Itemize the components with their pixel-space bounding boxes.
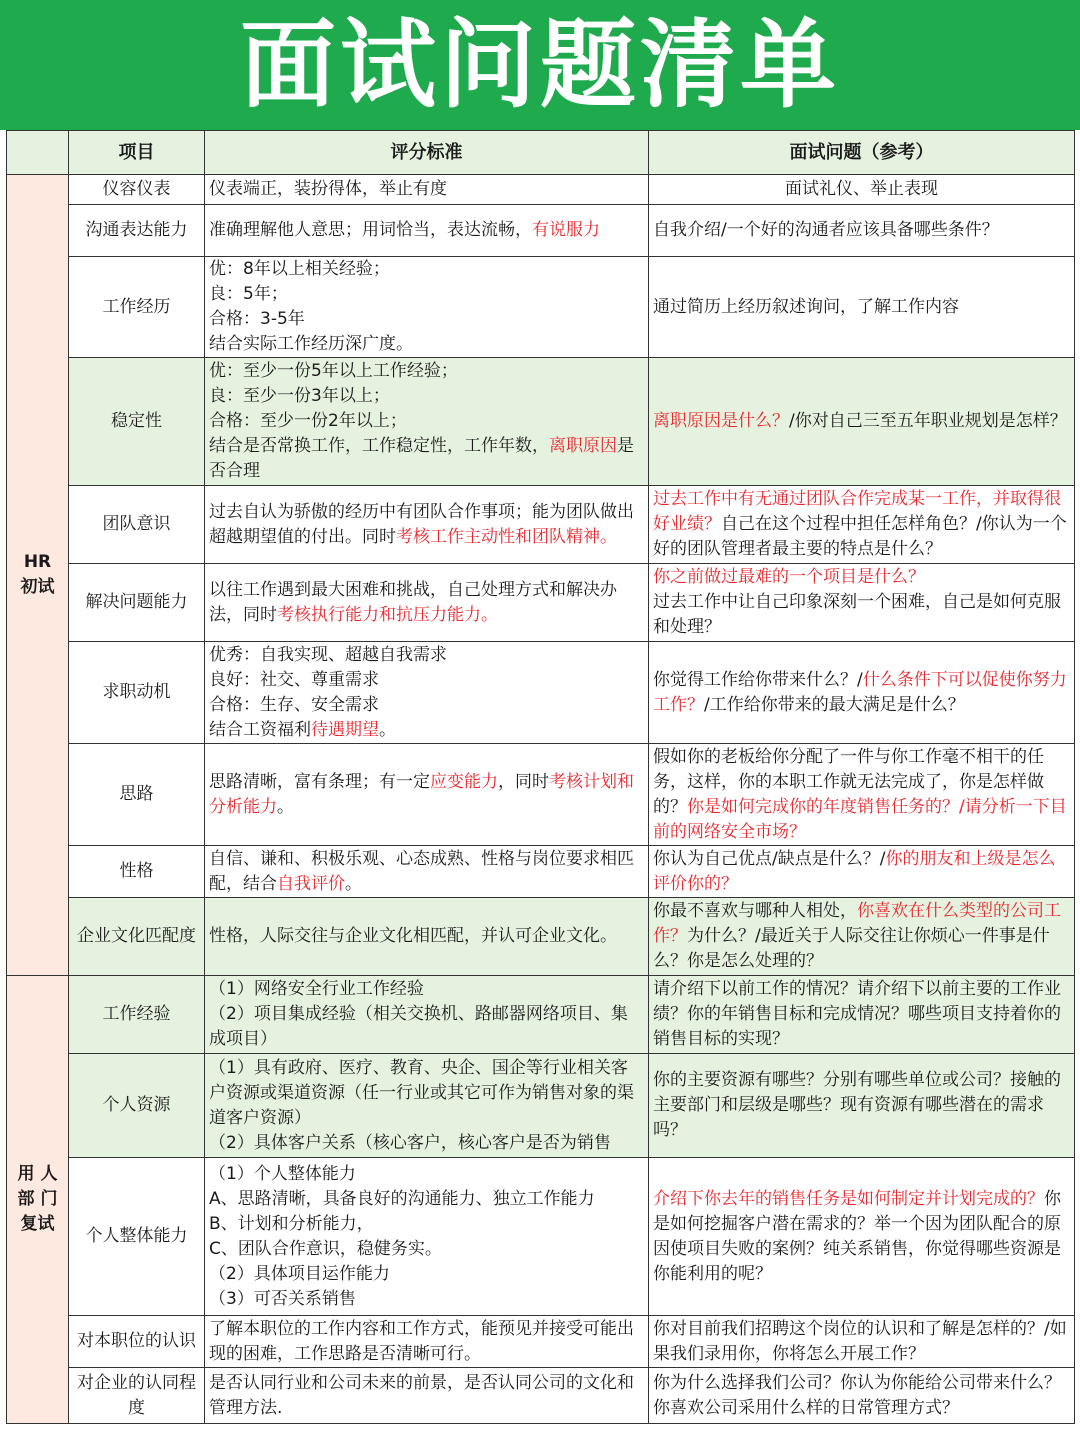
text-line: [209, 1056, 644, 1131]
text-line: [209, 668, 644, 693]
table-row: [7, 642, 1075, 744]
question-cell: [649, 898, 1075, 976]
text-line: [209, 1371, 644, 1421]
text-segment: 自己在这个过程中担任怎样角色？/你认为一个好的团队管理者最主要的特点是什么？: [653, 514, 1067, 559]
question-cell: [649, 358, 1075, 486]
text-line: [209, 384, 644, 409]
text-line: [209, 1237, 644, 1262]
question-cell: [649, 846, 1075, 898]
page-title: 面试问题清单: [240, 9, 840, 121]
table-row: [7, 898, 1075, 976]
text-line: [209, 1162, 644, 1187]
highlight-text: 介绍下你去年的销售任务是如何制定并计划完成的？: [653, 1188, 1044, 1209]
text-segment: 结合工资福利: [209, 719, 311, 740]
question-cell: [649, 205, 1075, 257]
section-label: [7, 976, 69, 1424]
table-row: [7, 1368, 1075, 1424]
text-segment: 请介绍下以前工作的情况？请介绍下以前主要的工作业绩？你的年销售目标和完成情况？哪些项目支持着你的销售目标的实现？: [653, 979, 1061, 1049]
text-line: [209, 847, 644, 897]
table-row: [7, 358, 1075, 486]
question-cell: [649, 564, 1075, 642]
item-cell: 个人资源: [69, 1054, 205, 1158]
text-segment: 。: [379, 719, 396, 740]
table-row: [7, 486, 1075, 564]
header-row: [7, 131, 1075, 175]
text-segment: 优：至少一份5年以上工作经验；: [209, 361, 458, 381]
text-segment: 你对目前我们招聘这个岗位的认识和了解是怎样的？/如果我们录用你，你将怎么开展工作？: [653, 1318, 1067, 1364]
text-line: [653, 590, 1070, 640]
text-line: [653, 1317, 1070, 1367]
text-segment: 你觉得工作给你带来什么？/: [653, 669, 863, 690]
text-line: [209, 643, 644, 668]
text-segment: 。: [277, 796, 294, 817]
header-item: 项目: [69, 131, 205, 175]
text-segment: 你是如何挖掘客户潜在需求的？举一个因为团队配合的原因使项目失败的案例？纯关系销售，你觉得哪些资源是你能利用的呢？: [653, 1188, 1061, 1284]
table-row: [7, 976, 1075, 1054]
text-line: [209, 924, 644, 949]
highlight-text: 考核执行能力和抗压力能力。: [277, 604, 498, 625]
text-segment: 优秀：自我实现、超越自我需求: [209, 644, 447, 665]
table-row: [7, 744, 1075, 846]
text-segment: 良：至少一份3年以上；: [209, 386, 390, 406]
text-segment: 仪表端正，装扮得体，举止有度: [209, 179, 447, 199]
standard-cell: [205, 642, 649, 744]
standard-cell: [205, 898, 649, 976]
standard-cell: [205, 744, 649, 846]
text-line: [209, 177, 644, 202]
item-cell: 工作经验: [69, 976, 205, 1054]
highlight-text: 待遇期望: [311, 719, 379, 740]
text-line: [209, 500, 644, 550]
question-cell: [649, 1158, 1075, 1316]
text-line: [209, 718, 644, 743]
highlight-text: 有说服力: [532, 220, 600, 240]
text-line: [209, 332, 644, 357]
text-segment: 结合实际工作经历深广度。: [209, 334, 413, 354]
standard-cell: [205, 175, 649, 205]
question-cell: [649, 744, 1075, 846]
text-line: [653, 177, 1070, 202]
question-cell: [649, 1368, 1075, 1424]
question-cell: [649, 1316, 1075, 1368]
standard-cell: [205, 358, 649, 486]
text-segment: /你对自己三至五年职业规划是怎样？: [789, 411, 1067, 431]
table-row: [7, 257, 1075, 358]
section-label-line: 用 人: [17, 1164, 58, 1184]
text-line: [653, 899, 1070, 974]
text-segment: 为什么？/最近关于人际交往让你烦心一件事是什么？你是怎么处理的？: [653, 926, 1050, 971]
text-line: [209, 1317, 644, 1367]
text-segment: （1）网络安全行业工作经验: [209, 979, 424, 999]
item-cell: 求职动机: [69, 642, 205, 744]
text-segment: （2）具体客户关系（核心客户，核心客户是否为销售: [209, 1132, 611, 1153]
standard-cell: [205, 1158, 649, 1316]
section-label: [7, 175, 69, 976]
text-line: [209, 1187, 644, 1212]
question-cell: [649, 486, 1075, 564]
table-row: [7, 205, 1075, 257]
highlight-text: 你之前做过最难的一个项目是什么？: [653, 567, 925, 587]
text-segment: 。: [345, 873, 362, 894]
text-line: [653, 1371, 1070, 1421]
text-segment: （1）具有政府、医疗、教育、央企、国企等行业相关客户资源或渠道资源（任一行业或其它可作为销售对象的渠道客户资源）: [209, 1057, 634, 1128]
item-cell: 个人整体能力: [69, 1158, 205, 1316]
text-line: [653, 977, 1070, 1052]
highlight-text: 你的朋友和上级是怎么评价你的？: [653, 848, 1056, 894]
text-segment: 以往工作遇到最大困难和挑战，自己处理方式和解决办法，同时: [209, 579, 617, 625]
text-segment: （2）具体项目运作能力: [209, 1263, 390, 1284]
text-segment: 是否认同行业和公司未来的前景，是否认同公司的文化和管理方法.: [209, 1372, 634, 1418]
text-line: [209, 1131, 644, 1156]
item-cell: 沟通表达能力: [69, 205, 205, 257]
text-segment: 性格，人际交往与企业文化相匹配，并认可企业文化。: [209, 926, 617, 946]
item-cell: 对本职位的认识: [69, 1316, 205, 1368]
text-line: [209, 1002, 644, 1052]
table-row: [7, 175, 1075, 205]
highlight-text: 离职原因: [549, 436, 617, 456]
text-line: [209, 409, 644, 434]
text-segment: 了解本职位的工作内容和工作方式，能预见并接受可能出现的困难，工作思路是否清晰可行。: [209, 1318, 634, 1364]
highlight-text: 你喜欢在什么类型的公司工作？: [653, 901, 1061, 946]
table-row: [7, 846, 1075, 898]
question-cell: [649, 1054, 1075, 1158]
highlight-text: 应变能力: [430, 771, 498, 792]
text-line: [209, 257, 644, 282]
item-cell: 对企业的认同程度: [69, 1368, 205, 1424]
text-segment: 你的主要资源有哪些？分别有哪些单位或公司？接触的主要部门和层级是哪些？现有资源有哪些潜在的需求吗？: [653, 1070, 1061, 1140]
text-segment: /工作给你带来的最大满足是什么？: [704, 694, 965, 715]
standard-cell: [205, 846, 649, 898]
text-segment: 良：5年；: [209, 284, 288, 304]
standard-cell: [205, 1368, 649, 1424]
text-line: [209, 218, 644, 243]
text-segment: 假如你的老板给你分配了一件与你工作毫不相干的任务，这样，你的本职工作就无法完成了，你是怎样做的？: [653, 746, 1044, 817]
item-cell: 解决问题能力: [69, 564, 205, 642]
text-segment: （1）个人整体能力: [209, 1163, 356, 1184]
text-segment: 优：8年以上相关经验；: [209, 259, 390, 279]
text-line: [209, 282, 644, 307]
text-segment: 你最不喜欢与哪种人相处，: [653, 901, 857, 921]
question-cell: [649, 976, 1075, 1054]
standard-cell: [205, 257, 649, 358]
text-line: [209, 770, 644, 820]
section-label-line: 部 门: [17, 1189, 58, 1209]
item-cell: 仪容仪表: [69, 175, 205, 205]
highlight-text: 过去工作中有无通过团队合作完成某一工作，并取得很好业绩？: [653, 489, 1061, 534]
standard-cell: [205, 564, 649, 642]
table-row: [7, 1054, 1075, 1158]
text-line: [209, 1287, 644, 1312]
text-segment: （2）项目集成经验（相关交换机、路邮器网络项目、集成项目）: [209, 1004, 628, 1049]
highlight-text: 离职原因是什么？: [653, 411, 789, 431]
text-segment: 过去自认为骄傲的经历中有团队合作事项；能为团队做出超越期望值的付出。同时: [209, 501, 634, 547]
header-question: 面试问题（参考）: [649, 131, 1075, 175]
section-label-line: HR: [23, 552, 52, 572]
text-segment: 结合是否常换工作，工作稳定性，工作年数，: [209, 436, 549, 456]
text-segment: 合格：生存、安全需求: [209, 694, 379, 715]
text-segment: 良好：社交、尊重需求: [209, 669, 379, 690]
standard-cell: [205, 1054, 649, 1158]
text-line: [209, 434, 644, 484]
item-cell: 性格: [69, 846, 205, 898]
question-cell: [649, 257, 1075, 358]
title-banner: [0, 0, 1080, 130]
text-segment: 自我介绍/一个好的沟通者应该具备哪些条件？: [653, 220, 999, 240]
question-cell: [649, 642, 1075, 744]
text-segment: 思路清晰，富有条理；有一定: [209, 771, 430, 792]
item-cell: 工作经历: [69, 257, 205, 358]
text-segment: 你为什么选择我们公司？你认为你能给公司带来什么？你喜欢公司采用什么样的日常管理方式？: [653, 1372, 1061, 1418]
text-segment: B、计划和分析能力，: [209, 1213, 374, 1234]
text-line: [653, 847, 1070, 897]
header-section: [7, 131, 69, 175]
text-line: [209, 693, 644, 718]
text-line: [653, 218, 1070, 243]
section-label-line: 初试: [20, 577, 55, 597]
text-line: [209, 1212, 644, 1237]
text-segment: 面试礼仪、举止表现: [785, 179, 938, 199]
text-line: [653, 1187, 1070, 1287]
section-label-line: 复试: [20, 1214, 55, 1234]
text-segment: 通过简历上经历叙述询问，了解工作内容: [653, 296, 959, 317]
text-segment: C、团队合作意识，稳健务实。: [209, 1238, 442, 1259]
table-row: [7, 564, 1075, 642]
item-cell: 稳定性: [69, 358, 205, 486]
text-line: [653, 565, 1070, 590]
text-line: [653, 487, 1070, 562]
text-segment: A、思路清晰，具备良好的沟通能力、独立工作能力: [209, 1188, 595, 1209]
highlight-text: 考核工作主动性和团队精神。: [396, 526, 617, 547]
interview-table: [6, 130, 1075, 1424]
text-segment: 是否合理: [209, 436, 634, 481]
text-line: [653, 1068, 1070, 1143]
text-line: [653, 668, 1070, 718]
standard-cell: [205, 486, 649, 564]
text-line: [653, 745, 1070, 845]
standard-cell: [205, 1316, 649, 1368]
question-cell: [649, 175, 1075, 205]
text-line: [209, 578, 644, 628]
highlight-text: 什么条件下可以促使你努力工作？: [653, 669, 1067, 715]
text-line: [653, 409, 1070, 434]
text-line: [209, 307, 644, 332]
text-segment: 你认为自己优点/缺点是什么？/: [653, 848, 886, 869]
text-line: [209, 359, 644, 384]
text-segment: 准确理解他人意思；用词恰当，表达流畅，: [209, 220, 532, 240]
text-segment: 合格：至少一份2年以上；: [209, 411, 407, 431]
highlight-text: 考核计划和分析能力: [209, 771, 634, 817]
highlight-text: 自我评价: [277, 873, 345, 894]
text-segment: 自信、谦和、积极乐观、心态成熟、性格与岗位要求相匹配，结合: [209, 848, 634, 894]
header-standard: 评分标准: [205, 131, 649, 175]
text-segment: （3）可否关系销售: [209, 1288, 356, 1309]
text-segment: ，同时: [498, 771, 549, 792]
table-row: [7, 1158, 1075, 1316]
item-cell: 团队意识: [69, 486, 205, 564]
text-line: [209, 977, 644, 1002]
item-cell: 企业文化匹配度: [69, 898, 205, 976]
item-cell: 思路: [69, 744, 205, 846]
highlight-text: 你是如何完成你的年度销售任务的？/请分析一下目前的网络安全市场？: [653, 796, 1067, 842]
text-line: [209, 1262, 644, 1287]
text-segment: 过去工作中让自己印象深刻一个困难，自己是如何克服和处理？: [653, 592, 1061, 637]
text-line: [653, 295, 1070, 320]
text-segment: 合格：3-5年: [209, 309, 305, 329]
standard-cell: [205, 976, 649, 1054]
standard-cell: [205, 205, 649, 257]
table-row: [7, 1316, 1075, 1368]
